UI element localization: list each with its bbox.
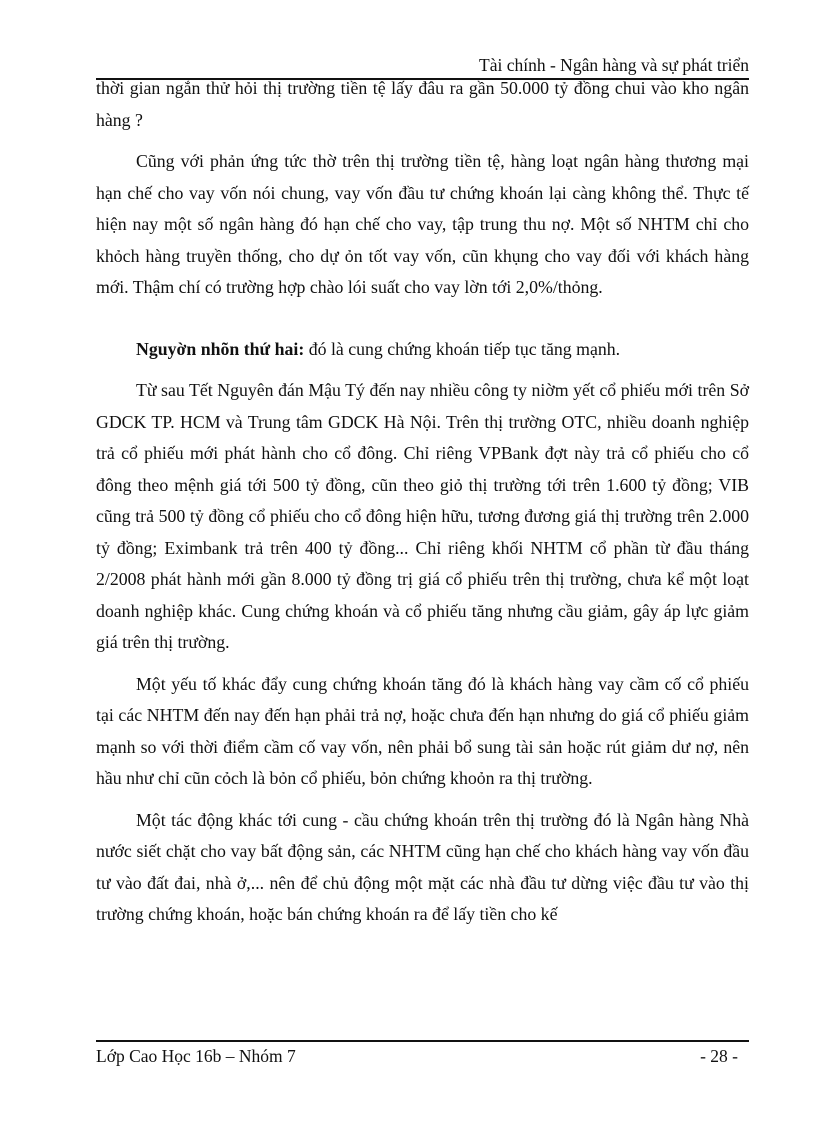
document-body [96, 73, 749, 941]
section-lead-label: Nguyờn nhõn thứ hai: [136, 338, 305, 359]
footer-rule [96, 1040, 749, 1042]
paragraph-1: thời gian ngắn thử hỏi thị trường tiền tệ lấy đâu ra gần 50.000 tỷ đồng chui vào kho ngân hàng ? [96, 78, 749, 130]
paragraph-4: Từ sau Tết Nguyên đán Mậu Tý đến nay nhiều công ty niờm yết cổ phiếu mới trên Sở GDCK TP. HCM và Trung tâm GDCK Hà Nội. Trên thị trường OTC, nhiều doanh nghiệp trả cổ phiếu mới phát hành cho cổ đông. Chỉ riêng VPBank đợt này trả cổ phiếu cho cổ đông theo mệnh giá tới 500 tỷ đồng, cũn theo giỏ thị trường tới trên 1.600 tỷ đồng; VIB cũng trả 500 tỷ đồng cổ phiếu cho cổ đông hiện hữu, tương đương giá thị trường trên 2.000 tỷ đồng; Eximbank trả trên 400 tỷ đồng... Chỉ riêng khối NHTM cổ phần từ đầu tháng 2/2008 phát hành mới gần 8.000 tỷ đồng trị giá cổ phiếu trên thị trường, chưa kể một loạt doanh nghiệp khác. Cung chứng khoán và cổ phiếu tăng nhưng cầu giảm, gây áp lực giảm giá trên thị trường. [96, 380, 749, 652]
page-number: - 28 - [700, 1046, 738, 1066]
running-header-title: Tài chính - Ngân hàng và sự phát triển [479, 55, 749, 75]
paragraph-6: Một tác động khác tới cung - cầu chứng khoán trên thị trường đó là Ngân hàng Nhà nước siết chặt cho vay bất động sản, các NHTM cũng hạn chế cho khách hàng vay vốn đầu tư vào đất đai, nhà ở,... nên để chủ động một mặt các nhà đầu tư dừng việc đầu tư vào thị trường chứng khoán, hoặc bán chứng khoán ra để lấy tiền cho kế [96, 809, 749, 924]
paragraph-5: Một yếu tố khác đẩy cung chứng khoán tăng đó là khách hàng vay cầm cố cổ phiếu tại các NHTM đến nay đến hạn phải trả nợ, hoặc chưa đến hạn nhưng do giá cổ phiếu giảm mạnh so với thời điểm cầm cố vay vốn, nên phải bổ sung tài sản hoặc rút giảm dư nợ, nên hầu như chỉ cũn cỏch là bỏn cổ phiếu, bỏn chứng khoỏn ra thị trường. [96, 673, 749, 788]
footer-class-label: Lớp Cao Học 16b – Nhóm 7 [96, 1046, 296, 1066]
paragraph-2: Cũng với phản ứng tức thờ trên thị trường tiền tệ, hàng loạt ngân hàng thương mại hạn chế cho vay vốn nói chung, vay vốn đầu tư chứng khoán lại càng không thể. Thực tế hiện nay một số ngân hàng đó hạn chế cho vay, tập trung thu nợ. Một số NHTM chỉ cho khỏch hàng truyền thống, cho dự ỏn tốt vay vốn, cũn khụng cho vay đối với khách hàng mới. Thậm chí có trường hợp chào lói suất cho vay lờn tới 2,0%/thỏng. [96, 151, 749, 297]
paragraph-3 [96, 334, 749, 366]
paragraph-3-text: đó là cung chứng khoán tiếp tục tăng mạnh. [304, 338, 621, 359]
